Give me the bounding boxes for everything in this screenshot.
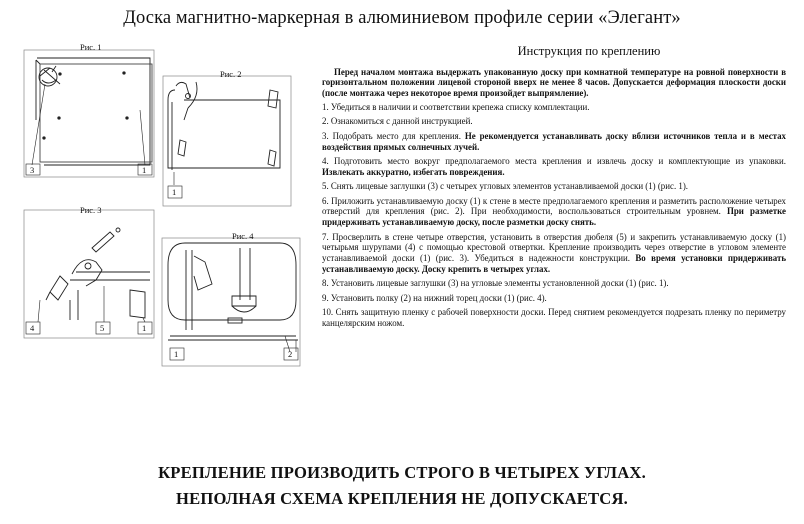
figure-4-label-1: 1 (174, 349, 179, 359)
step-2: 2. Ознакомиться с данной инструкцией. (322, 116, 473, 127)
figure-1-label-1: 1 (142, 165, 147, 175)
step-10: 10. Снять защитную пленку с рабочей поверхности доски. Перед снятием рекомендуется подрезать пленку по периметру канцелярским ножом. (322, 307, 786, 328)
step-3: 3. Подобрать место для крепления. Не рекомендуется устанавливать доску вблизи источников тепла и в местах воздействия прямых солнечных лучей. (322, 130, 786, 152)
step-7: 7. Просверлить в стене четыре отверстия, установить в отверстия дюбеля (5) и закрепить устанавливаемую доску (1) четырьмя шурупами (4) с помощью крестовой отвертки. Крепление производить через отверстие в угловом элементе устанавливаемой доски (1) (рис. 3). Убедиться в надежности конструкции. Во время установки придерживать устанавливаемую доску. Доску крепить в четырех углах. (322, 231, 787, 274)
figure-3-label-5: 5 (100, 323, 105, 333)
figure-4-caption: Рис. 4 (232, 231, 254, 241)
warning-line-2: НЕПОЛНАЯ СХЕМА КРЕПЛЕНИЯ НЕ ДОПУСКАЕТСЯ. (175, 489, 629, 508)
warning-line-1: КРЕПЛЕНИЕ ПРОИЗВОДИТЬ СТРОГО В ЧЕТЫРЕХ УГЛАХ. (158, 463, 646, 482)
figure-4-drawing (162, 238, 300, 366)
figure-3-drawing (24, 210, 154, 338)
step-4: 4. Подготовить место вокруг предполагаемого места крепления и извлечь доску и комплектующие из упаковки. Извлекать аккуратно, избегать повреждения. (322, 156, 786, 177)
figure-2-caption: Рис. 2 (220, 69, 242, 79)
step-9: 9. Установить полку (2) на нижний торец доски (1) (рис. 4). (322, 292, 547, 303)
figure-3-caption: Рис. 3 (80, 205, 102, 215)
figure-4-label-2: 2 (288, 349, 293, 359)
step-1: 1. Убедиться в наличии и соответствии крепежа списку комплектации. (322, 101, 590, 112)
step-5: 5. Снять лицевые заглушки (3) с четырех угловых элементов устанавливаемой доски (1) (рис. 1). (322, 181, 688, 192)
step-6: 6. Приложить устанавливаемую доску (1) к стене в месте предполагаемого крепления и разметить расположение четырех отверстий для крепления (рис. 2). При необходимости, воспользоваться строительным уровнем. При разметке придерживать устанавливаемую доску, после разметки доску снять. (322, 195, 786, 228)
instructions-intro: Перед началом монтажа выдержать упакованную доску при комнатной температуре на ровной поверхности в горизонтальном положении лицевой стороной вверх не менее 8 часов. Допускается деформация плоскости доски (после монтажа через некоторое время произойдет выпрямление). (322, 66, 786, 99)
figures-area (0, 0, 320, 524)
step-8: 8. Установить лицевые заглушки (3) на угловые элементы установленной доски (1) (рис. 1). (322, 278, 669, 289)
figure-1-drawing (24, 50, 154, 177)
figure-2-drawing (163, 76, 291, 206)
figure-1-label-3: 3 (30, 165, 35, 175)
instructions-heading: Инструкция по креплению (517, 44, 661, 58)
document-title: Доска магнитно-маркерная в алюминиевом профиле серии «Элегант» (123, 8, 681, 28)
instructions (322, 46, 786, 332)
figure-1-caption: Рис. 1 (80, 42, 102, 52)
figure-2-label-1: 1 (172, 187, 177, 197)
figure-3-label-4: 4 (30, 323, 35, 333)
installation-figures (0, 0, 320, 524)
steps-list (322, 102, 786, 329)
figure-3-label-1: 1 (142, 323, 147, 333)
